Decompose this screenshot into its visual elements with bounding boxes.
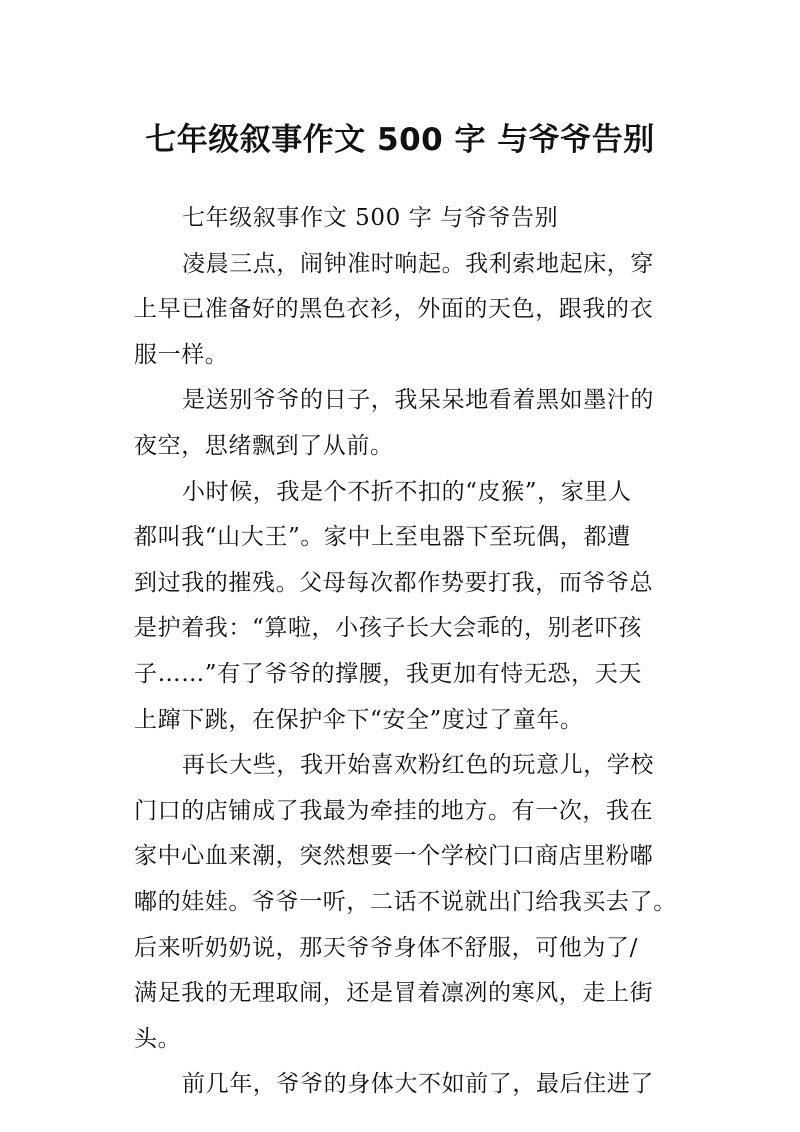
text-line: 子……”有了爷爷的撑腰，我更加有恃无恐，天天 (134, 660, 642, 687)
text-line: 家中心血来潮，突然想要一个学校门口商店里粉嘟 (134, 843, 654, 870)
text-line: 都叫我“山大王”。家中上至电器下至玩偶，都遭 (134, 524, 631, 551)
text-line: 到过我的摧残。父母每次都作势要打我，而爷爷总 (134, 569, 654, 596)
text-line: 是护着我：“算啦，小孩子长大会乖的，别老吓孩 (134, 615, 642, 642)
text-line: 凌晨三点，闹钟准时响起。我利索地起床，穿 (182, 250, 654, 277)
text-line: 满足我的无理取闹，还是冒着凛冽的寒风，走上街 (134, 980, 654, 1007)
text-line: 再长大些，我开始喜欢粉红色的玩意儿，学校 (182, 752, 654, 779)
text-line: 前几年，爷爷的身体大不如前了，最后住进了 (182, 1071, 654, 1098)
text-line: 是送别爷爷的日子，我呆呆地看着黑如墨汁的 (182, 387, 654, 414)
text-line: 头。 (134, 1025, 182, 1052)
text-line: 上早已准备好的黑色衣衫，外面的天色，跟我的衣 (134, 296, 654, 323)
text-line: 上蹿下跳，在保护伞下“安全”度过了童年。 (134, 706, 584, 733)
text-line: 小时候，我是个不折不扣的“皮猴”，家里人 (182, 478, 632, 505)
text-line: 七年级叙事作文 500 字 与爷爷告别 (182, 205, 559, 231)
page-title: 七年级叙事作文 500 字 与爷爷告别 (145, 121, 655, 158)
text-line: 后来听奶奶说，那天爷爷身体不舒服，可他为了/ (134, 934, 638, 961)
essay-body (134, 196, 677, 1108)
text-line: 服一样。 (134, 341, 229, 368)
text-line: 门口的店铺成了我最为牵挂的地方。有一次，我在 (134, 797, 654, 824)
text-line: 夜空，思绪飘到了从前。 (134, 432, 394, 459)
text-line: 嘟的娃娃。爷爷一听，二话不说就出门给我买去了。 (134, 888, 677, 915)
